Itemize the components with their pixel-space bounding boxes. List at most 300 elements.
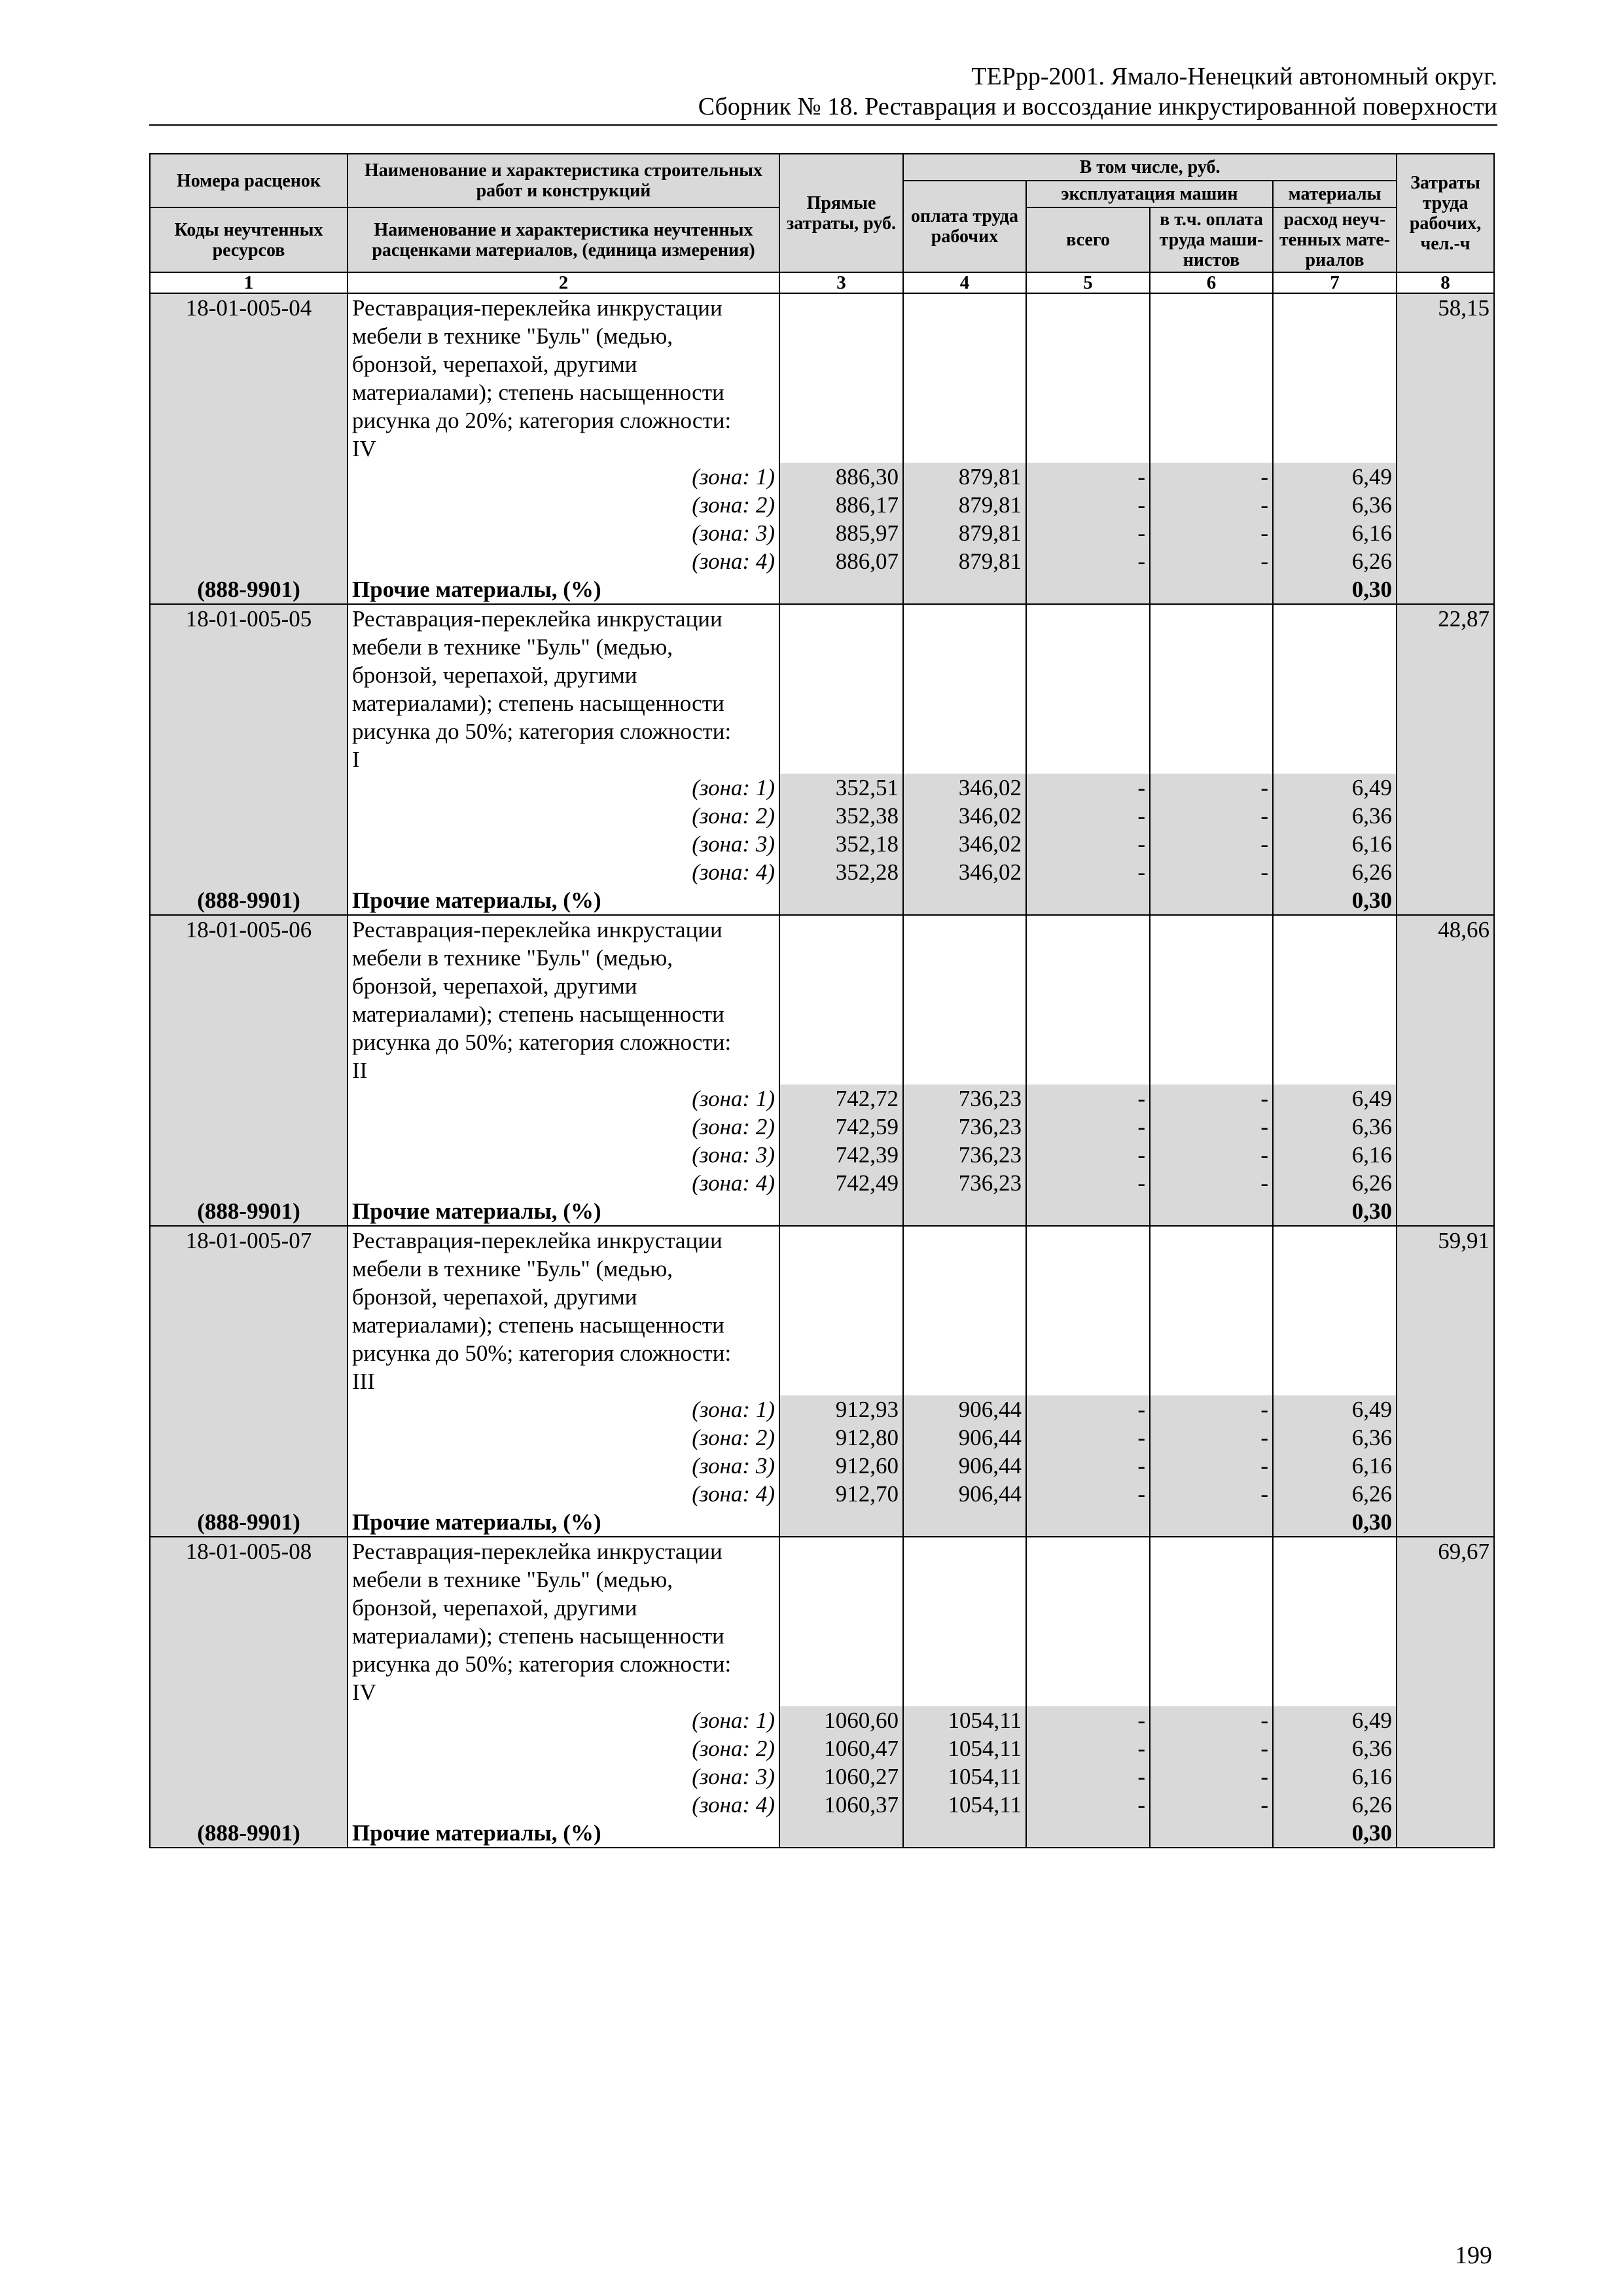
worker-pay-cell: [903, 1650, 1026, 1678]
materials-cell: [1273, 1367, 1397, 1395]
zone-row: [150, 1480, 1494, 1508]
labor-costs-cell: [1397, 1734, 1494, 1763]
rate-code-cell: [150, 435, 348, 463]
direct-cost-cell: [779, 1056, 903, 1085]
rate-description-line: мебели в технике "Буль" (медью,: [348, 944, 779, 972]
worker-pay-cell: [903, 915, 1026, 944]
machinist-pay-cell: [1150, 322, 1273, 350]
zone-row: [150, 1452, 1494, 1480]
direct-cost: 885,97: [779, 519, 903, 547]
worker-pay: 1054,11: [903, 1763, 1026, 1791]
machines-total-cell: [1026, 1056, 1150, 1085]
machinist-pay: -: [1150, 830, 1273, 858]
worker-pay-cell: [903, 1000, 1026, 1028]
resource-code: (888-9901): [150, 886, 348, 915]
machines-total-cell: [1026, 1650, 1150, 1678]
rate-description-line: рисунка до 50%; категория сложности:: [348, 1339, 779, 1367]
machines-total: -: [1026, 858, 1150, 886]
rate-code-cell: [150, 944, 348, 972]
machinist-pay: -: [1150, 802, 1273, 830]
rate-code: 18-01-005-06: [150, 915, 348, 944]
machines-total-cell: [1026, 745, 1150, 774]
rate-description-row: [150, 1367, 1494, 1395]
col-machines: эксплуатация машин: [1026, 181, 1273, 207]
rate-description-row: [150, 1028, 1494, 1056]
rate-code-cell: [150, 1791, 348, 1819]
materials-consumption: 6,36: [1273, 802, 1397, 830]
direct-cost-cell: [779, 350, 903, 378]
labor-costs-cell: [1397, 1113, 1494, 1141]
rate-description-line: рисунка до 20%; категория сложности:: [348, 406, 779, 435]
machines-total-cell: [1026, 1566, 1150, 1594]
rates-table: [149, 153, 1495, 1848]
machinist-pay: -: [1150, 1480, 1273, 1508]
rate-description-row: [150, 944, 1494, 972]
machines-total-cell: [1026, 886, 1150, 915]
direct-cost-cell: [779, 944, 903, 972]
rate-code-cell: [150, 350, 348, 378]
direct-cost: 886,30: [779, 463, 903, 491]
direct-cost-cell: [779, 1255, 903, 1283]
worker-pay-cell: [903, 1819, 1026, 1848]
rate-code-cell: [150, 661, 348, 689]
labor-costs-cell: [1397, 1622, 1494, 1650]
direct-cost-cell: [779, 1000, 903, 1028]
other-materials-label: Прочие материалы, (%): [348, 1508, 779, 1537]
col-including: В том числе, руб.: [903, 154, 1397, 181]
zone-row: [150, 1734, 1494, 1763]
rate-code-cell: [150, 1395, 348, 1424]
worker-pay-cell: [903, 972, 1026, 1000]
rate-code-cell: [150, 972, 348, 1000]
materials-cell: [1273, 1339, 1397, 1367]
labor-costs-cell: [1397, 1141, 1494, 1169]
rate-description-line: мебели в технике "Буль" (медью,: [348, 322, 779, 350]
rate-code: 18-01-005-05: [150, 604, 348, 633]
machines-total-cell: [1026, 1367, 1150, 1395]
direct-cost: 742,59: [779, 1113, 903, 1141]
column-number: 2: [348, 272, 779, 293]
col-labor-costs: Затраты труда рабочих, чел.-ч: [1397, 154, 1494, 272]
worker-pay-cell: [903, 1622, 1026, 1650]
worker-pay-cell: [903, 1197, 1026, 1226]
rate-code-cell: [150, 1594, 348, 1622]
rate-description-line: материалами); степень насыщенности: [348, 378, 779, 406]
materials-consumption: 6,36: [1273, 1424, 1397, 1452]
machines-total: -: [1026, 1424, 1150, 1452]
machinist-pay-cell: [1150, 661, 1273, 689]
machinist-pay: -: [1150, 463, 1273, 491]
worker-pay-cell: [903, 604, 1026, 633]
rate-description-line: рисунка до 50%; категория сложности:: [348, 717, 779, 745]
machinist-pay: -: [1150, 1085, 1273, 1113]
direct-cost: 912,60: [779, 1452, 903, 1480]
machines-total: -: [1026, 463, 1150, 491]
rate-description-row: [150, 915, 1494, 944]
direct-cost-cell: [779, 1028, 903, 1056]
materials-cell: [1273, 633, 1397, 661]
worker-pay: 906,44: [903, 1452, 1026, 1480]
zone-label: (зона: 1): [348, 1395, 779, 1424]
rate-description-line: бронзой, черепахой, другими: [348, 1594, 779, 1622]
materials-cell: [1273, 1056, 1397, 1085]
materials-consumption: 6,26: [1273, 1169, 1397, 1197]
direct-cost: 912,80: [779, 1424, 903, 1452]
rate-description-row: [150, 689, 1494, 717]
materials-consumption: 6,16: [1273, 1452, 1397, 1480]
labor-costs-cell: [1397, 1255, 1494, 1283]
rate-code-cell: [150, 1000, 348, 1028]
labor-costs-cell: [1397, 1028, 1494, 1056]
labor-costs: 59,91: [1397, 1226, 1494, 1255]
page-number: 199: [1455, 2242, 1492, 2269]
materials-consumption: 6,49: [1273, 774, 1397, 802]
worker-pay: 736,23: [903, 1113, 1026, 1141]
materials-consumption: 6,49: [1273, 1395, 1397, 1424]
rate-code-cell: [150, 1283, 348, 1311]
machines-total-cell: [1026, 1226, 1150, 1255]
zone-label: (зона: 4): [348, 1169, 779, 1197]
worker-pay-cell: [903, 1537, 1026, 1566]
worker-pay: 346,02: [903, 774, 1026, 802]
labor-costs-cell: [1397, 1283, 1494, 1311]
machinist-pay: -: [1150, 1113, 1273, 1141]
rate-code-cell: [150, 689, 348, 717]
resource-code: (888-9901): [150, 575, 348, 604]
machinist-pay: -: [1150, 519, 1273, 547]
direct-cost-cell: [779, 717, 903, 745]
labor-costs-cell: [1397, 1650, 1494, 1678]
labor-costs-cell: [1397, 1452, 1494, 1480]
labor-costs-cell: [1397, 378, 1494, 406]
direct-cost-cell: [779, 435, 903, 463]
rate-description-row: [150, 1226, 1494, 1255]
materials-consumption: 6,16: [1273, 1763, 1397, 1791]
machines-total: -: [1026, 774, 1150, 802]
worker-pay-cell: [903, 1339, 1026, 1367]
zone-row: [150, 519, 1494, 547]
rate-description-row: [150, 1650, 1494, 1678]
rate-description-row: [150, 1622, 1494, 1650]
labor-costs-cell: [1397, 1395, 1494, 1424]
rate-code-cell: [150, 547, 348, 575]
materials-consumption: 6,26: [1273, 547, 1397, 575]
column-number: 1: [150, 272, 348, 293]
zone-row: [150, 802, 1494, 830]
rate-code: 18-01-005-04: [150, 293, 348, 322]
direct-cost-cell: [779, 322, 903, 350]
rate-description-line: IV: [348, 435, 779, 463]
labor-costs-cell: [1397, 1480, 1494, 1508]
labor-costs-cell: [1397, 322, 1494, 350]
labor-costs-cell: [1397, 633, 1494, 661]
worker-pay-cell: [903, 293, 1026, 322]
direct-cost-cell: [779, 1650, 903, 1678]
machines-total-cell: [1026, 435, 1150, 463]
machinist-pay-cell: [1150, 1537, 1273, 1566]
rate-description-row: [150, 604, 1494, 633]
resource-code: (888-9901): [150, 1819, 348, 1848]
machines-total: -: [1026, 1141, 1150, 1169]
zone-label: (зона: 1): [348, 774, 779, 802]
worker-pay-cell: [903, 1678, 1026, 1706]
labor-costs-cell: [1397, 1056, 1494, 1085]
rate-code-cell: [150, 774, 348, 802]
rate-code-cell: [150, 322, 348, 350]
machinist-pay-cell: [1150, 293, 1273, 322]
machinist-pay: -: [1150, 491, 1273, 519]
worker-pay-cell: [903, 886, 1026, 915]
machinist-pay-cell: [1150, 350, 1273, 378]
other-materials-row: [150, 886, 1494, 915]
direct-cost: 352,18: [779, 830, 903, 858]
zone-label: (зона: 2): [348, 1424, 779, 1452]
machines-total-cell: [1026, 1594, 1150, 1622]
rate-description-row: [150, 1594, 1494, 1622]
machinist-pay-cell: [1150, 972, 1273, 1000]
rate-description-row: [150, 1311, 1494, 1339]
direct-cost-cell: [779, 633, 903, 661]
machinist-pay-cell: [1150, 435, 1273, 463]
materials-cell: [1273, 1622, 1397, 1650]
direct-cost-cell: [779, 915, 903, 944]
other-materials-row: [150, 575, 1494, 604]
materials-cell: [1273, 915, 1397, 944]
rate-description-line: мебели в технике "Буль" (медью,: [348, 1566, 779, 1594]
machines-total-cell: [1026, 972, 1150, 1000]
column-number: 8: [1397, 272, 1494, 293]
labor-costs-cell: [1397, 858, 1494, 886]
machines-total: -: [1026, 1452, 1150, 1480]
labor-costs-cell: [1397, 802, 1494, 830]
rate-description-row: [150, 293, 1494, 322]
rate-description-line: материалами); степень насыщенности: [348, 1000, 779, 1028]
materials-cell: [1273, 717, 1397, 745]
other-materials-value: 0,30: [1273, 886, 1397, 915]
machines-total: -: [1026, 491, 1150, 519]
machines-total-cell: [1026, 633, 1150, 661]
materials-cell: [1273, 1650, 1397, 1678]
rate-code-cell: [150, 1678, 348, 1706]
rate-description-row: [150, 406, 1494, 435]
zone-row: [150, 774, 1494, 802]
labor-costs-cell: [1397, 1197, 1494, 1226]
materials-cell: [1273, 745, 1397, 774]
machines-total: -: [1026, 1085, 1150, 1113]
rate-description-line: мебели в технике "Буль" (медью,: [348, 1255, 779, 1283]
materials-consumption: 6,36: [1273, 1113, 1397, 1141]
machinist-pay-cell: [1150, 1650, 1273, 1678]
machinist-pay-cell: [1150, 378, 1273, 406]
labor-costs: 58,15: [1397, 293, 1494, 322]
materials-cell: [1273, 435, 1397, 463]
machines-total-cell: [1026, 293, 1150, 322]
worker-pay-cell: [903, 1056, 1026, 1085]
materials-consumption: 6,49: [1273, 463, 1397, 491]
worker-pay: 906,44: [903, 1480, 1026, 1508]
machines-total-cell: [1026, 689, 1150, 717]
machines-total-cell: [1026, 1537, 1150, 1566]
machinist-pay-cell: [1150, 1678, 1273, 1706]
rate-code-cell: [150, 1028, 348, 1056]
materials-consumption: 6,26: [1273, 1791, 1397, 1819]
machines-total: -: [1026, 1113, 1150, 1141]
labor-costs-cell: [1397, 1508, 1494, 1537]
worker-pay: 906,44: [903, 1395, 1026, 1424]
direct-cost: 1060,60: [779, 1706, 903, 1734]
rate-description-row: [150, 1283, 1494, 1311]
materials-cell: [1273, 1311, 1397, 1339]
materials-cell: [1273, 406, 1397, 435]
worker-pay-cell: [903, 1566, 1026, 1594]
header-subtitle: Сборник № 18. Реставрация и воссоздание инкрустированной поверхности: [698, 93, 1497, 120]
machinist-pay: -: [1150, 1141, 1273, 1169]
materials-consumption: 6,26: [1273, 1480, 1397, 1508]
direct-cost-cell: [779, 1622, 903, 1650]
machinist-pay-cell: [1150, 1508, 1273, 1537]
machinist-pay: -: [1150, 1763, 1273, 1791]
zone-label: (зона: 3): [348, 1141, 779, 1169]
rate-description-row: [150, 1566, 1494, 1594]
labor-costs-cell: [1397, 1367, 1494, 1395]
rate-description-row: [150, 322, 1494, 350]
rate-description-line: материалами); степень насыщенности: [348, 689, 779, 717]
machinist-pay-cell: [1150, 1367, 1273, 1395]
other-materials-value: 0,30: [1273, 1197, 1397, 1226]
labor-costs-cell: [1397, 1819, 1494, 1848]
labor-costs-cell: [1397, 547, 1494, 575]
machines-total-cell: [1026, 1508, 1150, 1537]
worker-pay-cell: [903, 1594, 1026, 1622]
col-materials: материалы: [1273, 181, 1397, 207]
rate-code-cell: [150, 463, 348, 491]
rate-description-row: [150, 1537, 1494, 1566]
machines-total-cell: [1026, 1255, 1150, 1283]
labor-costs-cell: [1397, 519, 1494, 547]
materials-cell: [1273, 1226, 1397, 1255]
labor-costs-cell: [1397, 774, 1494, 802]
labor-costs-cell: [1397, 1339, 1494, 1367]
other-materials-label: Прочие материалы, (%): [348, 575, 779, 604]
materials-consumption: 6,16: [1273, 830, 1397, 858]
labor-costs-cell: [1397, 745, 1494, 774]
resource-code: (888-9901): [150, 1197, 348, 1226]
machines-total-cell: [1026, 406, 1150, 435]
zone-label: (зона: 4): [348, 1480, 779, 1508]
rate-code-cell: [150, 1367, 348, 1395]
worker-pay-cell: [903, 689, 1026, 717]
direct-cost-cell: [779, 378, 903, 406]
labor-costs-cell: [1397, 1566, 1494, 1594]
machinist-pay: -: [1150, 1395, 1273, 1424]
materials-cell: [1273, 378, 1397, 406]
materials-consumption: 6,49: [1273, 1706, 1397, 1734]
machines-total: -: [1026, 1169, 1150, 1197]
machinist-pay-cell: [1150, 1566, 1273, 1594]
machinist-pay-cell: [1150, 717, 1273, 745]
machines-total-cell: [1026, 1028, 1150, 1056]
rate-code-cell: [150, 1706, 348, 1734]
zone-label: (зона: 4): [348, 1791, 779, 1819]
page-header: [149, 62, 1497, 122]
machines-total: -: [1026, 1763, 1150, 1791]
zone-row: [150, 1791, 1494, 1819]
rate-description-line: мебели в технике "Буль" (медью,: [348, 633, 779, 661]
column-number: 4: [903, 272, 1026, 293]
machinist-pay-cell: [1150, 1197, 1273, 1226]
worker-pay: 736,23: [903, 1141, 1026, 1169]
machinist-pay-cell: [1150, 915, 1273, 944]
machines-total: -: [1026, 830, 1150, 858]
rate-code-cell: [150, 745, 348, 774]
machines-total-cell: [1026, 1339, 1150, 1367]
machinist-pay-cell: [1150, 1056, 1273, 1085]
col-machines-total: всего: [1026, 207, 1150, 272]
worker-pay-cell: [903, 1508, 1026, 1537]
rate-code-cell: [150, 1480, 348, 1508]
worker-pay-cell: [903, 406, 1026, 435]
machinist-pay-cell: [1150, 406, 1273, 435]
machines-total: -: [1026, 519, 1150, 547]
machinist-pay: -: [1150, 1734, 1273, 1763]
materials-cell: [1273, 689, 1397, 717]
direct-cost-cell: [779, 604, 903, 633]
table-header: [150, 154, 1494, 272]
machines-total-cell: [1026, 1622, 1150, 1650]
rate-code-cell: [150, 1085, 348, 1113]
direct-cost: 886,07: [779, 547, 903, 575]
machines-total-cell: [1026, 575, 1150, 604]
materials-consumption: 6,16: [1273, 519, 1397, 547]
machines-total: -: [1026, 1734, 1150, 1763]
rate-code-cell: [150, 830, 348, 858]
direct-cost: 912,70: [779, 1480, 903, 1508]
worker-pay-cell: [903, 350, 1026, 378]
materials-cell: [1273, 1537, 1397, 1566]
rate-code-cell: [150, 717, 348, 745]
labor-costs-cell: [1397, 1169, 1494, 1197]
zone-label: (зона: 1): [348, 1085, 779, 1113]
zone-label: (зона: 4): [348, 547, 779, 575]
direct-cost-cell: [779, 689, 903, 717]
zone-row: [150, 491, 1494, 519]
worker-pay-cell: [903, 435, 1026, 463]
rate-code-cell: [150, 1650, 348, 1678]
rate-code-cell: [150, 1452, 348, 1480]
rate-description-line: материалами); степень насыщенности: [348, 1622, 779, 1650]
zone-row: [150, 1085, 1494, 1113]
machinist-pay-cell: [1150, 1000, 1273, 1028]
direct-cost-cell: [779, 1197, 903, 1226]
labor-costs-cell: [1397, 350, 1494, 378]
worker-pay-cell: [903, 1311, 1026, 1339]
machinist-pay-cell: [1150, 1594, 1273, 1622]
labor-costs-cell: [1397, 1085, 1494, 1113]
machinist-pay: -: [1150, 1791, 1273, 1819]
labor-costs-cell: [1397, 463, 1494, 491]
materials-cell: [1273, 604, 1397, 633]
machinist-pay-cell: [1150, 944, 1273, 972]
zone-row: [150, 1706, 1494, 1734]
materials-consumption: 6,36: [1273, 1734, 1397, 1763]
materials-cell: [1273, 661, 1397, 689]
zone-label: (зона: 2): [348, 491, 779, 519]
rate-description-line: рисунка до 50%; категория сложности:: [348, 1028, 779, 1056]
table-body: [150, 272, 1494, 1848]
rate-description-row: [150, 661, 1494, 689]
rate-code-cell: [150, 378, 348, 406]
machinist-pay-cell: [1150, 745, 1273, 774]
